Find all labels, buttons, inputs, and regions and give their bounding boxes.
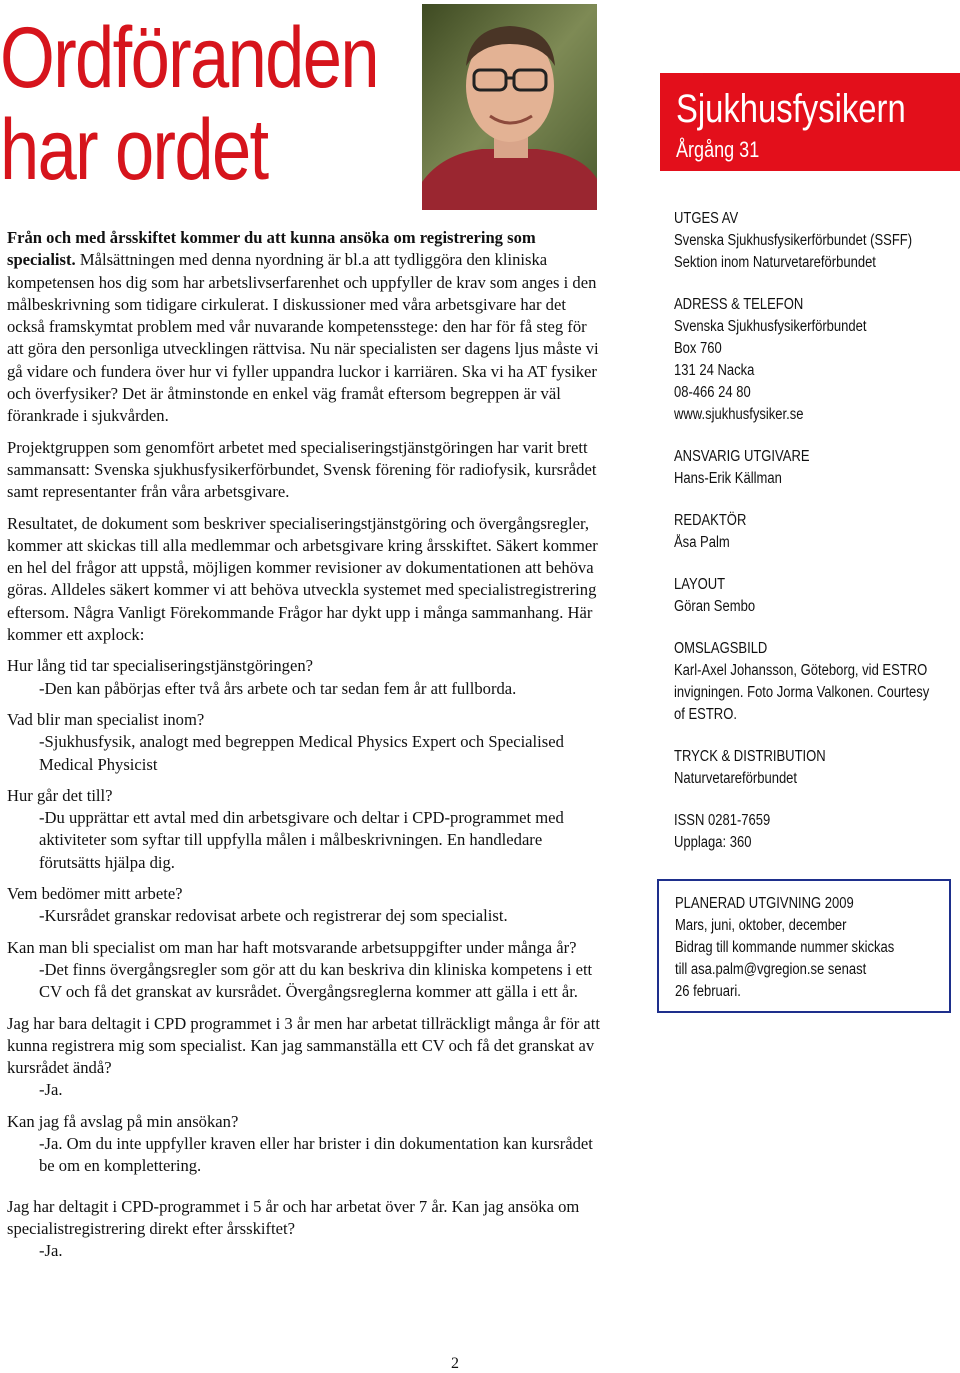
faq-question: Vad blir man specialist inom? xyxy=(7,709,205,729)
colophon-line: Göran Sembo xyxy=(674,598,756,615)
faq-answer: -Ja. Om du inte uppfyller kraven eller har brister i din dokumentation kan kursrådet be om en komplettering. xyxy=(39,1133,593,1176)
title-line-1: Ordföranden xyxy=(0,10,378,106)
publication-schedule-box xyxy=(657,879,951,1013)
colophon-editor xyxy=(674,510,960,554)
colophon-heading: ANSVARIG UTGIVARE xyxy=(674,448,810,465)
faq-question: Jag har deltagit i CPD-programmet i 5 år och har arbetat över 7 år. Kan jag ansöka om specialistregistrering direkt efter årsskiftet? xyxy=(7,1196,580,1238)
colophon-line: of ESTRO. xyxy=(674,706,737,723)
page-number: 2 xyxy=(451,1355,459,1372)
page-title xyxy=(0,12,378,196)
faq-answer: -Det finns övergångsregler som gör att du kan beskriva din kliniska kompetens i ett CV och få det granskat av kursrådet. Övergångsreglerna kommer att gälla i ett år. xyxy=(39,959,593,1002)
faq-answer: -Kursrådet granskar redovisat arbete och registrerar dej som specialist. xyxy=(39,906,508,926)
schedule-heading: PLANERAD UTGIVNING 2009 xyxy=(675,895,854,912)
colophon-cover-image xyxy=(674,638,960,726)
colophon-heading: REDAKTÖR xyxy=(674,512,747,529)
faq-item xyxy=(7,883,607,928)
paragraph-1 xyxy=(7,227,607,428)
faq-question: Hur går det till? xyxy=(7,785,113,805)
colophon-line: Karl-Axel Johansson, Göteborg, vid ESTRO xyxy=(674,662,928,679)
colophon xyxy=(674,208,960,874)
faq-item xyxy=(7,1196,607,1263)
colophon-line: Hans-Erik Källman xyxy=(674,470,782,487)
colophon-line: invigningen. Foto Jorma Valkonen. Courtesy xyxy=(674,684,930,701)
faq-question: Vem bedömer mitt arbete? xyxy=(7,884,183,904)
colophon-publisher xyxy=(674,208,960,274)
paragraph-3: Resultatet, de dokument som beskriver specialiseringstjänstgöring och övergångsregler, kommer att skickas till alla medlemmar och arbetsgivare kring årsskiftet. Säkert kommer en hel del frågor att uppstå, möjligen kommer revisioner av dokumentationen att behöva göras. Alldeles säkert kommer vi att behöva utveckla systemet med specialistregistrering eftersom. Några Vanligt Förekommande Frågor har dykt upp i många sammanhang. Här kommer ett axplock: xyxy=(7,513,598,645)
faq-question: Jag har bara deltagit i CPD programmet i 3 år men har arbetat tillräckligt många år för att kunna registrera mig som specialist. Kan jag sammanställa ett CV och få det granskat av kursrådet ändå? xyxy=(7,1013,601,1078)
paragraph-1-text: Målsättningen med denna nyordning är bl.a att tydliggöra den kliniska kompetensen hos dig som har arbetslivserfarenhet och uppfyller de krav som anges i den målbeskrivning som tidigare cirkulerat. I diskussioner med våra arbetsgivare har det också framskymtat problem med vår nuvarande kompetensstege: den har för få steg för att göra den personliga utvecklingen rättvisa. Nu när specialisten ser dagens ljus måste vi gå vidare och fundera över hur vi fyller uppandra luckor i karriären. Ska vi ha AT fysiker och överfysiker? Det är åtminstonde en enkel väg framåt eftersom begreppen är väl förankrade i sjukvården. xyxy=(7,250,599,426)
schedule-line: 26 februari. xyxy=(675,983,741,1000)
colophon-line: ISSN 0281-7659 xyxy=(674,812,771,829)
colophon-heading: LAYOUT xyxy=(674,576,726,593)
colophon-heading: UTGES AV xyxy=(674,210,739,227)
faq-answer: -Den kan påbörjas efter två års arbete och tar sedan fem år att fullborda. xyxy=(39,678,517,698)
schedule-line: Bidrag till kommande nummer skickas xyxy=(675,939,895,956)
paragraph-2: Projektgruppen som genomfört arbetet med specialiseringstjänstgöringen har varit brett sammansatt: Svenska sjukhusfysikerförbundet, Svensk förening för radiofysik, kursrådet samt representanter från våra arbetsgivare. xyxy=(7,437,597,502)
faq-answer: -Sjukhusfysik, analogt med begreppen Medical Physics Expert och Specialised Medical Physicist xyxy=(39,732,564,774)
faq-question: Kan jag få avslag på min ansökan? xyxy=(7,1111,239,1131)
faq-item xyxy=(7,1111,607,1178)
magazine-name: Sjukhusfysikern xyxy=(676,87,906,131)
faq-item xyxy=(7,785,607,874)
faq-item xyxy=(7,655,607,700)
faq-item xyxy=(7,1013,607,1102)
schedule-line: Mars, juni, oktober, december xyxy=(675,917,847,934)
magazine-volume: Årgång 31 xyxy=(676,137,760,162)
magazine-banner xyxy=(660,73,960,171)
colophon-address xyxy=(674,294,960,426)
colophon-line: Åsa Palm xyxy=(674,534,730,551)
portrait-photo xyxy=(422,4,597,210)
lead-sentence: Från och med årsskiftet kommer du att kunna ansöka om registrering som specialist. xyxy=(7,228,536,270)
colophon-line: Upplaga: 360 xyxy=(674,834,752,851)
colophon-heading: OMSLAGSBILD xyxy=(674,640,768,657)
colophon-line: Box 760 xyxy=(674,340,722,357)
faq-question: Kan man bli specialist om man har haft motsvarande arbetsuppgifter under många år? xyxy=(7,937,577,957)
title-line-2: har ordet xyxy=(0,102,268,198)
colophon-heading: TRYCK & DISTRIBUTION xyxy=(674,748,826,765)
colophon-line: Sektion inom Naturvetareförbundet xyxy=(674,254,876,271)
article-body xyxy=(7,227,607,1271)
colophon-layout xyxy=(674,574,960,618)
faq-item xyxy=(7,937,607,1004)
faq-answer: -Du upprättar ett avtal med din arbetsgivare och deltar i CPD-programmet med aktiviteter som syftar till uppfylla målen i målbeskrivningen. En handledare förutsätts hjälpa dig. xyxy=(39,808,564,872)
colophon-print xyxy=(674,746,960,790)
colophon-website-link[interactable]: www.sjukhusfysiker.se xyxy=(674,406,804,423)
colophon-heading: ADRESS & TELEFON xyxy=(674,296,804,313)
faq-answer: -Ja. xyxy=(39,1080,63,1100)
schedule-line: till asa.palm@vgregion.se senast xyxy=(675,961,867,978)
colophon-line: Svenska Sjukhusfysikerförbundet (SSFF) xyxy=(674,232,913,249)
colophon-line: Naturvetareförbundet xyxy=(674,770,798,787)
faq-item xyxy=(7,709,607,776)
colophon-issn xyxy=(674,810,960,854)
colophon-line: 131 24 Nacka xyxy=(674,362,755,379)
colophon-line: Svenska Sjukhusfysikerförbundet xyxy=(674,318,867,335)
faq-question: Hur lång tid tar specialiseringstjänstgöringen? xyxy=(7,656,313,676)
faq-answer: -Ja. xyxy=(39,1241,63,1261)
colophon-responsible-publisher xyxy=(674,446,960,490)
colophon-line: 08-466 24 80 xyxy=(674,384,751,401)
portrait-illustration xyxy=(422,4,597,210)
